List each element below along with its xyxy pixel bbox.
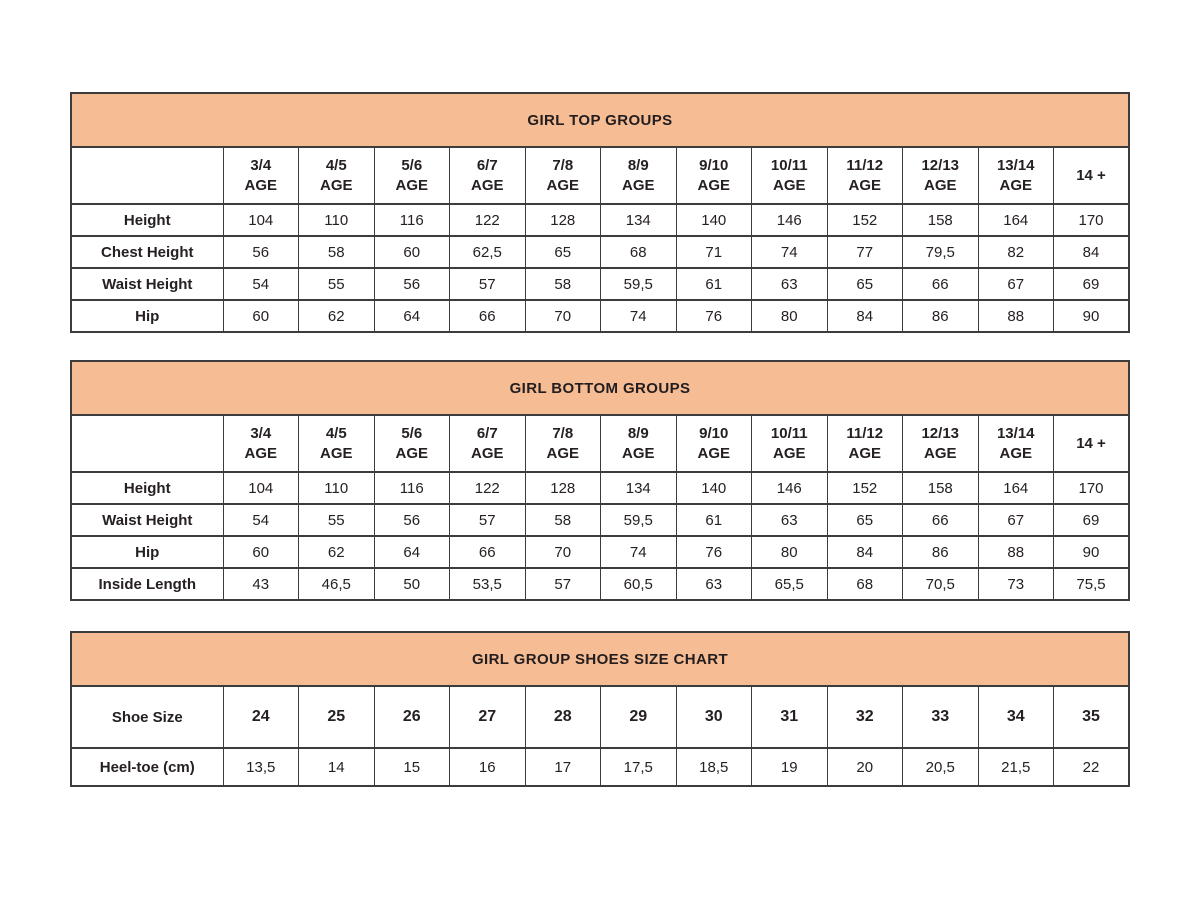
- value-cell: 64: [374, 300, 450, 332]
- value-cell: 58: [525, 504, 601, 536]
- age-header-cell: 4/5 AGE: [299, 147, 375, 204]
- table-row: [71, 748, 1129, 786]
- value-cell: 104: [223, 472, 299, 504]
- value-cell: 110: [299, 204, 375, 236]
- value-cell: 21,5: [978, 748, 1054, 786]
- value-cell: 80: [752, 536, 828, 568]
- value-cell: 158: [903, 472, 979, 504]
- value-cell: 46,5: [299, 568, 375, 600]
- value-cell: 65: [827, 504, 903, 536]
- value-cell: 32: [827, 686, 903, 748]
- age-header-cell: 10/11 AGE: [752, 147, 828, 204]
- value-cell: 25: [299, 686, 375, 748]
- value-cell: 57: [450, 268, 526, 300]
- value-cell: 69: [1054, 268, 1130, 300]
- table-row: [71, 536, 1129, 568]
- value-cell: 60,5: [601, 568, 677, 600]
- value-cell: 110: [299, 472, 375, 504]
- age-header-cell: 3/4 AGE: [223, 415, 299, 472]
- age-header-cell: 12/13 AGE: [903, 415, 979, 472]
- value-cell: 61: [676, 504, 752, 536]
- value-cell: 50: [374, 568, 450, 600]
- table-title: GIRL TOP GROUPS: [71, 93, 1129, 147]
- age-header-cell: 11/12 AGE: [827, 147, 903, 204]
- value-cell: 152: [827, 472, 903, 504]
- value-cell: 88: [978, 536, 1054, 568]
- row-label: Waist Height: [71, 504, 223, 536]
- row-label: Height: [71, 472, 223, 504]
- value-cell: 19: [752, 748, 828, 786]
- value-cell: 22: [1054, 748, 1130, 786]
- table-title-row: [71, 93, 1129, 147]
- value-cell: 62: [299, 300, 375, 332]
- value-cell: 84: [827, 300, 903, 332]
- age-header-row: [71, 415, 1129, 472]
- value-cell: 64: [374, 536, 450, 568]
- value-cell: 128: [525, 204, 601, 236]
- value-cell: 17: [525, 748, 601, 786]
- value-cell: 58: [525, 268, 601, 300]
- age-header-cell: 4/5 AGE: [299, 415, 375, 472]
- value-cell: 77: [827, 236, 903, 268]
- age-header-cell: 13/14 AGE: [978, 147, 1054, 204]
- value-cell: 53,5: [450, 568, 526, 600]
- value-cell: 164: [978, 472, 1054, 504]
- value-cell: 122: [450, 204, 526, 236]
- value-cell: 86: [903, 536, 979, 568]
- table-row: [71, 300, 1129, 332]
- value-cell: 66: [903, 268, 979, 300]
- value-cell: 17,5: [601, 748, 677, 786]
- table-title: GIRL GROUP SHOES SIZE CHART: [71, 632, 1129, 686]
- value-cell: 70,5: [903, 568, 979, 600]
- age-header-cell: 6/7 AGE: [450, 147, 526, 204]
- value-cell: 63: [752, 504, 828, 536]
- value-cell: 54: [223, 504, 299, 536]
- value-cell: 128: [525, 472, 601, 504]
- age-header-cell: 9/10 AGE: [676, 415, 752, 472]
- value-cell: 24: [223, 686, 299, 748]
- age-header-cell: 14 +: [1054, 147, 1130, 204]
- girl-bottom-groups-table: [70, 360, 1130, 601]
- value-cell: 152: [827, 204, 903, 236]
- age-header-cell: 5/6 AGE: [374, 147, 450, 204]
- value-cell: 63: [676, 568, 752, 600]
- value-cell: 65,5: [752, 568, 828, 600]
- row-label: Waist Height: [71, 268, 223, 300]
- age-header-cell: 11/12 AGE: [827, 415, 903, 472]
- value-cell: 62: [299, 536, 375, 568]
- value-cell: 170: [1054, 204, 1130, 236]
- value-cell: 76: [676, 536, 752, 568]
- value-cell: 104: [223, 204, 299, 236]
- age-header-cell: 14 +: [1054, 415, 1130, 472]
- value-cell: 66: [450, 536, 526, 568]
- row-label: Heel-toe (cm): [71, 748, 223, 786]
- table-row: [71, 568, 1129, 600]
- value-cell: 82: [978, 236, 1054, 268]
- value-cell: 28: [525, 686, 601, 748]
- value-cell: 70: [525, 300, 601, 332]
- value-cell: 146: [752, 472, 828, 504]
- value-cell: 74: [601, 300, 677, 332]
- value-cell: 55: [299, 504, 375, 536]
- value-cell: 74: [752, 236, 828, 268]
- row-label: Inside Length: [71, 568, 223, 600]
- value-cell: 90: [1054, 300, 1130, 332]
- value-cell: 14: [299, 748, 375, 786]
- value-cell: 31: [752, 686, 828, 748]
- value-cell: 116: [374, 204, 450, 236]
- value-cell: 56: [223, 236, 299, 268]
- value-cell: 59,5: [601, 268, 677, 300]
- value-cell: 88: [978, 300, 1054, 332]
- value-cell: 73: [978, 568, 1054, 600]
- age-header-cell: 8/9 AGE: [601, 147, 677, 204]
- value-cell: 54: [223, 268, 299, 300]
- value-cell: 30: [676, 686, 752, 748]
- age-header-row: [71, 147, 1129, 204]
- age-header-cell: 5/6 AGE: [374, 415, 450, 472]
- value-cell: 43: [223, 568, 299, 600]
- value-cell: 55: [299, 268, 375, 300]
- age-header-cell: 3/4 AGE: [223, 147, 299, 204]
- value-cell: 66: [450, 300, 526, 332]
- value-cell: 16: [450, 748, 526, 786]
- girl-shoes-size-table: [70, 631, 1130, 787]
- table-title-row: [71, 361, 1129, 415]
- value-cell: 18,5: [676, 748, 752, 786]
- value-cell: 74: [601, 536, 677, 568]
- value-cell: 26: [374, 686, 450, 748]
- corner-cell: [71, 415, 223, 472]
- value-cell: 75,5: [1054, 568, 1130, 600]
- value-cell: 15: [374, 748, 450, 786]
- value-cell: 58: [299, 236, 375, 268]
- value-cell: 33: [903, 686, 979, 748]
- row-label: Hip: [71, 536, 223, 568]
- age-header-cell: 9/10 AGE: [676, 147, 752, 204]
- row-label: Shoe Size: [71, 686, 223, 748]
- value-cell: 158: [903, 204, 979, 236]
- value-cell: 80: [752, 300, 828, 332]
- row-label: Hip: [71, 300, 223, 332]
- corner-cell: [71, 147, 223, 204]
- value-cell: 170: [1054, 472, 1130, 504]
- value-cell: 62,5: [450, 236, 526, 268]
- value-cell: 86: [903, 300, 979, 332]
- value-cell: 56: [374, 504, 450, 536]
- value-cell: 60: [223, 536, 299, 568]
- value-cell: 27: [450, 686, 526, 748]
- value-cell: 63: [752, 268, 828, 300]
- value-cell: 140: [676, 204, 752, 236]
- value-cell: 140: [676, 472, 752, 504]
- value-cell: 122: [450, 472, 526, 504]
- value-cell: 84: [827, 536, 903, 568]
- age-header-cell: 10/11 AGE: [752, 415, 828, 472]
- value-cell: 134: [601, 472, 677, 504]
- row-label: Chest Height: [71, 236, 223, 268]
- value-cell: 71: [676, 236, 752, 268]
- value-cell: 70: [525, 536, 601, 568]
- value-cell: 79,5: [903, 236, 979, 268]
- value-cell: 134: [601, 204, 677, 236]
- table-row: [71, 686, 1129, 748]
- value-cell: 20: [827, 748, 903, 786]
- value-cell: 116: [374, 472, 450, 504]
- value-cell: 146: [752, 204, 828, 236]
- value-cell: 57: [450, 504, 526, 536]
- age-header-cell: 8/9 AGE: [601, 415, 677, 472]
- value-cell: 66: [903, 504, 979, 536]
- table-row: [71, 504, 1129, 536]
- value-cell: 76: [676, 300, 752, 332]
- table-row: [71, 472, 1129, 504]
- value-cell: 164: [978, 204, 1054, 236]
- value-cell: 60: [374, 236, 450, 268]
- table-row: [71, 236, 1129, 268]
- age-header-cell: 7/8 AGE: [525, 415, 601, 472]
- value-cell: 60: [223, 300, 299, 332]
- value-cell: 57: [525, 568, 601, 600]
- table-title: GIRL BOTTOM GROUPS: [71, 361, 1129, 415]
- value-cell: 68: [827, 568, 903, 600]
- value-cell: 56: [374, 268, 450, 300]
- value-cell: 59,5: [601, 504, 677, 536]
- value-cell: 69: [1054, 504, 1130, 536]
- value-cell: 67: [978, 268, 1054, 300]
- value-cell: 65: [827, 268, 903, 300]
- girl-top-groups-table: [70, 92, 1130, 333]
- value-cell: 20,5: [903, 748, 979, 786]
- row-label: Height: [71, 204, 223, 236]
- value-cell: 34: [978, 686, 1054, 748]
- age-header-cell: 12/13 AGE: [903, 147, 979, 204]
- table-title-row: [71, 632, 1129, 686]
- value-cell: 61: [676, 268, 752, 300]
- table-row: [71, 204, 1129, 236]
- age-header-cell: 7/8 AGE: [525, 147, 601, 204]
- value-cell: 84: [1054, 236, 1130, 268]
- value-cell: 68: [601, 236, 677, 268]
- value-cell: 35: [1054, 686, 1130, 748]
- value-cell: 29: [601, 686, 677, 748]
- value-cell: 90: [1054, 536, 1130, 568]
- age-header-cell: 13/14 AGE: [978, 415, 1054, 472]
- age-header-cell: 6/7 AGE: [450, 415, 526, 472]
- value-cell: 65: [525, 236, 601, 268]
- value-cell: 67: [978, 504, 1054, 536]
- table-row: [71, 268, 1129, 300]
- value-cell: 13,5: [223, 748, 299, 786]
